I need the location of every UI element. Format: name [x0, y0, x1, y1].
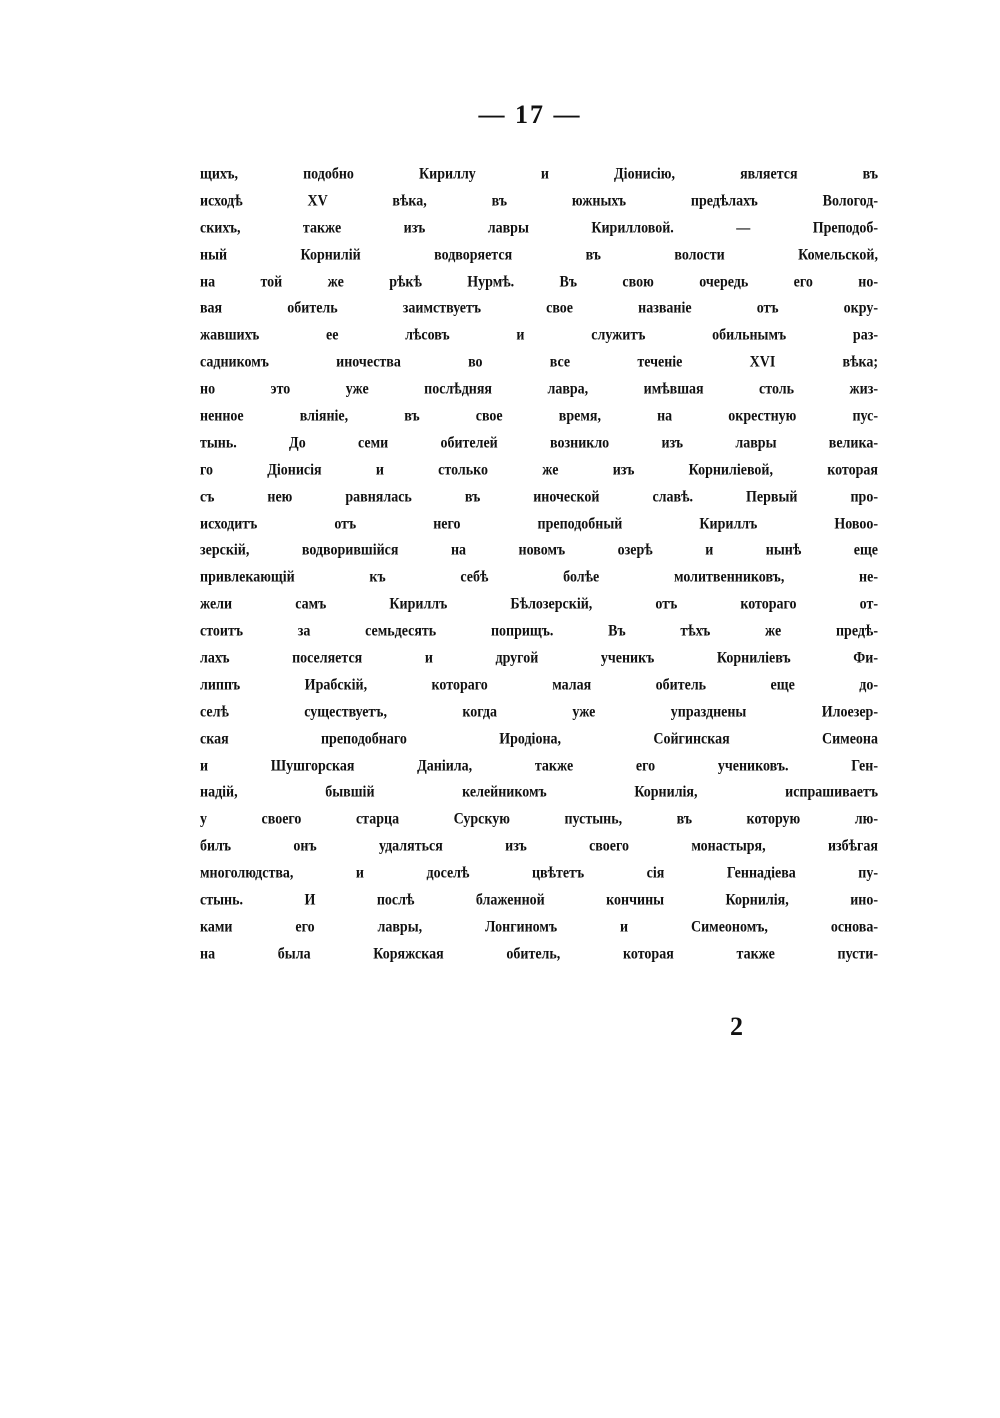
text-line: ный Корнилій водворяется въ волости Комельской,	[200, 246, 878, 264]
text-line: жели самъ Кириллъ Бѣлозерскій, отъ котораго от-	[200, 596, 878, 614]
text-line: жавшихъ ее лѣсовъ и служитъ обильнымъ раз-	[200, 327, 878, 345]
text-line: ская преподобнаго Иродіона, Сойгинская Симеона	[200, 730, 878, 748]
body-text	[200, 162, 878, 969]
text-line: привлекающій къ себѣ болѣе молитвенниковъ, не-	[200, 569, 878, 587]
text-line: зерскій, водворившійся на новомъ озерѣ и нынѣ еще	[200, 542, 878, 560]
text-line: на той же рѣкѣ Нурмѣ. Въ свою очередь его но-	[200, 273, 878, 291]
text-line: ненное вліяніе, въ свое время, на окрестную пус-	[200, 408, 878, 425]
text-line: исходитъ отъ него преподобный Кириллъ Новоо-	[200, 515, 878, 533]
text-line: но это уже послѣдняя лавра, имѣвшая столь жиз-	[200, 381, 878, 398]
page-number-header: — 17 —	[478, 100, 582, 129]
text-line: тынь. До семи обителей возникло изъ лавры велика-	[200, 434, 878, 452]
text-line: исходѣ XV вѣка, въ южныхъ предѣлахъ Вологод-	[200, 192, 878, 210]
text-line: лахъ поселяется и другой ученикъ Корниліевъ Фи-	[200, 650, 878, 667]
text-line: скихъ, также изъ лавры Кирилловой. — Преподоб-	[200, 219, 878, 237]
text-line: на была Коряжская обитель, которая также пусти-	[200, 945, 878, 963]
text-line: надій, бывшій келейникомъ Корнилія, испрашиваетъ	[200, 784, 878, 802]
text-line: селѣ существуетъ, когда уже упразднены Илоезер-	[200, 703, 878, 721]
text-line: липпъ Ирабскій, котораго малая обитель еще до-	[200, 676, 878, 694]
text-line: стынь. И послѣ блаженной кончины Корнилія, ино-	[200, 892, 878, 909]
text-line: ками его лавры, Лонгиномъ и Симеономъ, основа-	[200, 918, 878, 936]
text-line: го Діонисія и столько же изъ Корниліевой, которая	[200, 461, 878, 479]
text-line: садникомъ иночества во все теченіе XVI вѣка;	[200, 354, 878, 372]
text-line: многолюдства, и доселѣ цвѣтетъ сія Геннадіева пу-	[200, 865, 878, 882]
text-line: щихъ, подобно Кириллу и Діонисію, является въ	[200, 165, 878, 183]
text-line: билъ онъ удаляться изъ своего монастыря, избѣгая	[200, 838, 878, 856]
text-line: и Шушгорская Даніила, также его учениковъ. Ген-	[200, 757, 878, 775]
text-line: у своего старца Сурскую пустынь, въ которую лю-	[200, 811, 878, 829]
signature-mark: 2	[730, 1012, 743, 1041]
text-line: вая обитель заимствуетъ свое названіе отъ окру-	[200, 300, 878, 318]
text-line: стоитъ за семьдесять поприщъ. Въ тѣхъ же предѣ-	[200, 623, 878, 640]
text-line: съ нею равнялась въ иноческой славѣ. Первый про-	[200, 488, 878, 506]
